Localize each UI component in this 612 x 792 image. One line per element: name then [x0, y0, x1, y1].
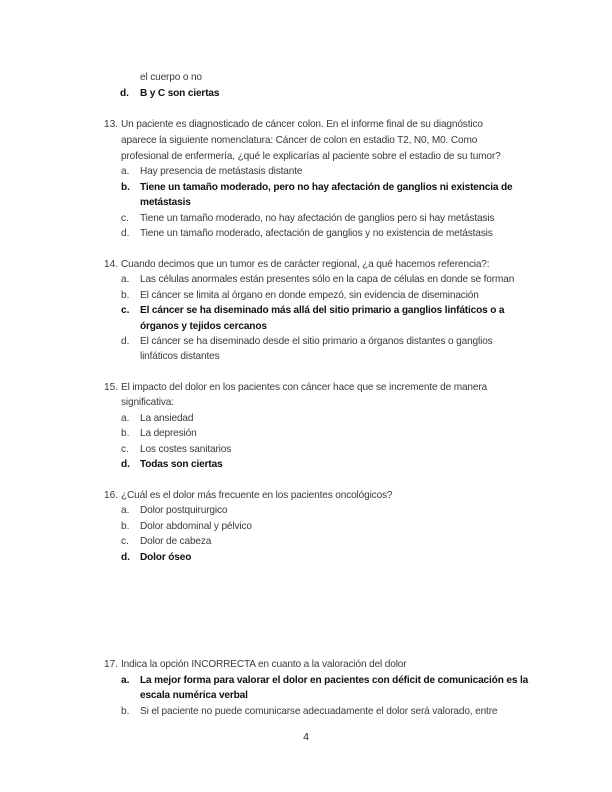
q14-option-a-letter: a.: [121, 274, 130, 285]
q14-option-b-text: El cáncer se limita al órgano en donde empezó, sin evidencia de diseminación: [140, 290, 479, 301]
q14-number: 14.: [104, 259, 119, 270]
q17-number: 17.: [104, 659, 119, 670]
q13-option-b-line-2: metástasis: [140, 197, 191, 208]
q15-option-c-text: Los costes sanitarios: [140, 444, 232, 455]
q14-option-d-line-2: linfáticos distantes: [140, 351, 220, 362]
q13-number: 13.: [104, 119, 119, 130]
q16-option-b-letter: b.: [121, 521, 130, 532]
q15-option-c-letter: c.: [121, 444, 129, 455]
q16-option-c-text: Dolor de cabeza: [140, 536, 212, 547]
q17-option-b-text: Si el paciente no puede comunicarse adecuadamente el dolor será valorado, entre: [140, 706, 498, 717]
q14-option-c-line-2: órganos y tejidos cercanos: [140, 321, 267, 332]
q15-line-1: El impacto del dolor en los pacientes con cáncer hace que se incremente de manera: [121, 382, 488, 393]
q16-option-a-letter: a.: [121, 505, 130, 516]
q15-number: 15.: [104, 382, 119, 393]
q17-option-a-letter: a.: [121, 675, 130, 686]
q17-option-a-line-2: escala numérica verbal: [140, 690, 248, 701]
q16-option-c-letter: c.: [121, 536, 129, 547]
q16-option-d-text: Dolor óseo: [140, 552, 192, 563]
q15-option-b-letter: b.: [121, 428, 130, 439]
q15-option-a-letter: a.: [121, 413, 130, 424]
continuation-line: el cuerpo o no: [140, 72, 202, 83]
page-number: 4: [303, 731, 309, 743]
q13-option-b-letter: b.: [121, 182, 130, 193]
q13-option-a-letter: a.: [121, 166, 130, 177]
q16-option-d-letter: d.: [121, 552, 130, 563]
q17-option-b-letter: b.: [121, 706, 130, 717]
q13-option-d-text: Tiene un tamaño moderado, afectación de ganglios y no existencia de metástasis: [140, 228, 493, 239]
q14-question: Cuando decimos que un tumor es de carácter regional, ¿a qué hacemos referencia?:: [121, 259, 490, 270]
q15-option-d-text: Todas son ciertas: [140, 459, 223, 470]
q15-option-a-text: La ansiedad: [140, 413, 194, 424]
q17-question: Indica la opción INCORRECTA en cuanto a la valoración del dolor: [121, 659, 407, 670]
q15-option-b-text: La depresión: [140, 428, 197, 439]
q13-line-1: Un paciente es diagnosticado de cáncer colon. En el informe final de su diagnóstico: [121, 119, 483, 130]
q16-question: ¿Cuál es el dolor más frecuente en los pacientes oncológicos?: [121, 490, 393, 501]
q13-option-b-line-1: Tiene un tamaño moderado, pero no hay afectación de ganglios ni existencia de: [140, 182, 513, 193]
continuation-option-d-letter: d.: [120, 88, 129, 99]
q15-line-2: significativa:: [121, 397, 174, 408]
q14-option-c-letter: c.: [121, 305, 130, 316]
q13-line-2: aparece la siguiente nomenclatura: Cáncer de colon en estadio T2, N0, M0. Como: [121, 135, 478, 146]
q14-option-d-line-1: El cáncer se ha diseminado desde el sitio primario a órganos distantes o ganglios: [140, 336, 493, 347]
q13-line-3: profesional de enfermería, ¿qué le explicarías al paciente sobre el estadio de su tumor?: [121, 151, 501, 162]
q14-option-a-text: Las células anormales están presentes sólo en la capa de células en donde se forman: [140, 274, 515, 285]
q13-option-a-text: Hay presencia de metástasis distante: [140, 166, 303, 177]
q15-option-d-letter: d.: [121, 459, 130, 470]
q16-number: 16.: [104, 490, 119, 501]
q13-option-d-letter: d.: [121, 228, 130, 239]
q17-option-a-line-1: La mejor forma para valorar el dolor en pacientes con déficit de comunicación es la: [140, 675, 529, 686]
q14-option-b-letter: b.: [121, 290, 130, 301]
q14-option-d-letter: d.: [121, 336, 130, 347]
q13-option-c-letter: c.: [121, 213, 129, 224]
q14-option-c-line-1: El cáncer se ha diseminado más allá del sitio primario a ganglios linfáticos o a: [140, 305, 505, 316]
q13-option-c-text: Tiene un tamaño moderado, no hay afectación de ganglios pero si hay metástasis: [140, 213, 495, 224]
q16-option-b-text: Dolor abdominal y pélvico: [140, 521, 252, 532]
q16-option-a-text: Dolor postquirurgico: [140, 505, 228, 516]
continuation-option-d-text: B y C son ciertas: [140, 88, 220, 99]
